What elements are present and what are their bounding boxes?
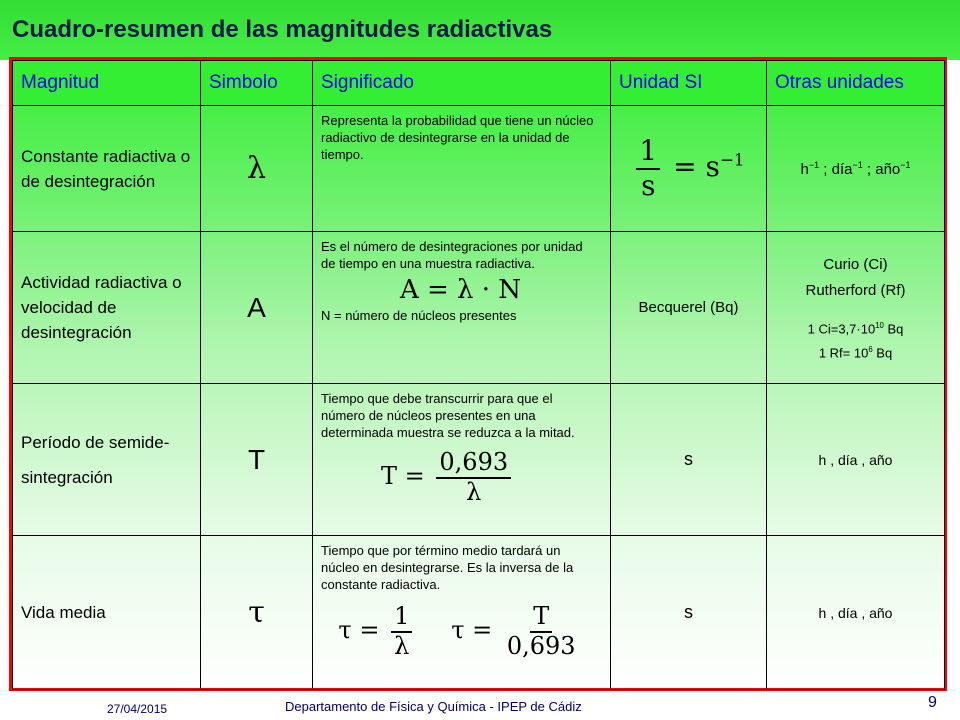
unidad-si-cell: s: [611, 536, 767, 690]
period-formula: T = $\frac{0,693}{\lambda}$: [381, 449, 600, 506]
otras-unidades-cell: h , día , año: [767, 536, 945, 690]
curio-label: Curio (Ci): [823, 256, 888, 274]
page-title: Cuadro-resumen de las magnitudes radiactivas: [12, 16, 553, 43]
symbol-t: T: [201, 384, 313, 536]
summary-table: [12, 60, 945, 690]
unit-formula: $\frac{1}{s}$ = $s^{-1}$: [632, 150, 744, 183]
magnitud-cell: Vida media: [13, 536, 201, 690]
unidad-si-cell: s: [611, 384, 767, 536]
header-simbolo: Simbolo: [201, 61, 313, 106]
footer-department: Departamento de Física y Química - IPEP de Cádiz: [285, 699, 582, 714]
rutherford-label: Rutherford (Rf): [805, 282, 906, 300]
magnitud-cell: Actividad radiactiva o velocidad de desintegración: [13, 232, 201, 384]
table-row: [13, 536, 945, 690]
significado-cell: [313, 536, 611, 690]
symbol-lambda: λ: [201, 106, 313, 232]
activity-formula: A = λ · N: [399, 275, 522, 305]
significado-cell: [313, 384, 611, 536]
table-row: [13, 106, 945, 232]
significado-text: Tiempo que por término medio tardará un núcleo en desintegrarse. Es la inversa de la constante radiactiva.: [321, 543, 574, 592]
magnitud-cell: Período de semide- sintegración: [13, 384, 201, 536]
header-significado: Significado: [313, 61, 611, 106]
mean-life-formula-1: τ = $\frac{1}{\lambda}$: [338, 603, 416, 660]
table-row: [13, 384, 945, 536]
significado-text: Tiempo que debe transcurrir para que el número de núcleos presentes en una determinada muestra se reduzca a la mitad.: [321, 391, 575, 440]
header-otras-unidades: Otras unidades: [767, 61, 945, 106]
significado-text: Es el número de desintegraciones por unidad de tiempo en una muestra radiactiva.: [321, 239, 583, 271]
otras-unidades-cell: $h^{-1}$ ; día$^{-1}$ ; año$^{-1}$: [767, 106, 945, 232]
header-unidad-si: Unidad SI: [611, 61, 767, 106]
footer-date: 27/04/2015: [107, 702, 168, 716]
magnitud-cell: Constante radiactiva o de desintegración: [13, 106, 201, 232]
significado-cell: Representa la probabilidad que tiene un núcleo radiactivo de desintegrarse en la unidad de tiempo.: [313, 106, 611, 232]
header-magnitud: Magnitud: [13, 61, 201, 106]
curio-equivalence: 1 $Ci=3,7\cdot 10^{10}$ Bq: [807, 321, 904, 337]
symbol-tau: τ: [201, 536, 313, 690]
formula-note: N = número de núcleos presentes: [321, 308, 517, 323]
table-row: [13, 232, 945, 384]
significado-cell: [313, 232, 611, 384]
symbol-a: A: [201, 232, 313, 384]
page-number: 9: [928, 694, 937, 711]
unidad-si-cell: [611, 106, 767, 232]
otras-unidades-cell: [767, 232, 945, 384]
mean-life-formula-2: τ = $\frac{T}{0,693}$: [451, 602, 576, 660]
table-header-row: [13, 61, 945, 106]
mean-life-formulas: [321, 603, 600, 660]
rutherford-equivalence: 1 $Rf= 10^6$ Bq: [818, 344, 893, 360]
otras-unidades-cell: h , día , año: [767, 384, 945, 536]
unidad-si-cell: Becquerel (Bq): [611, 232, 767, 384]
